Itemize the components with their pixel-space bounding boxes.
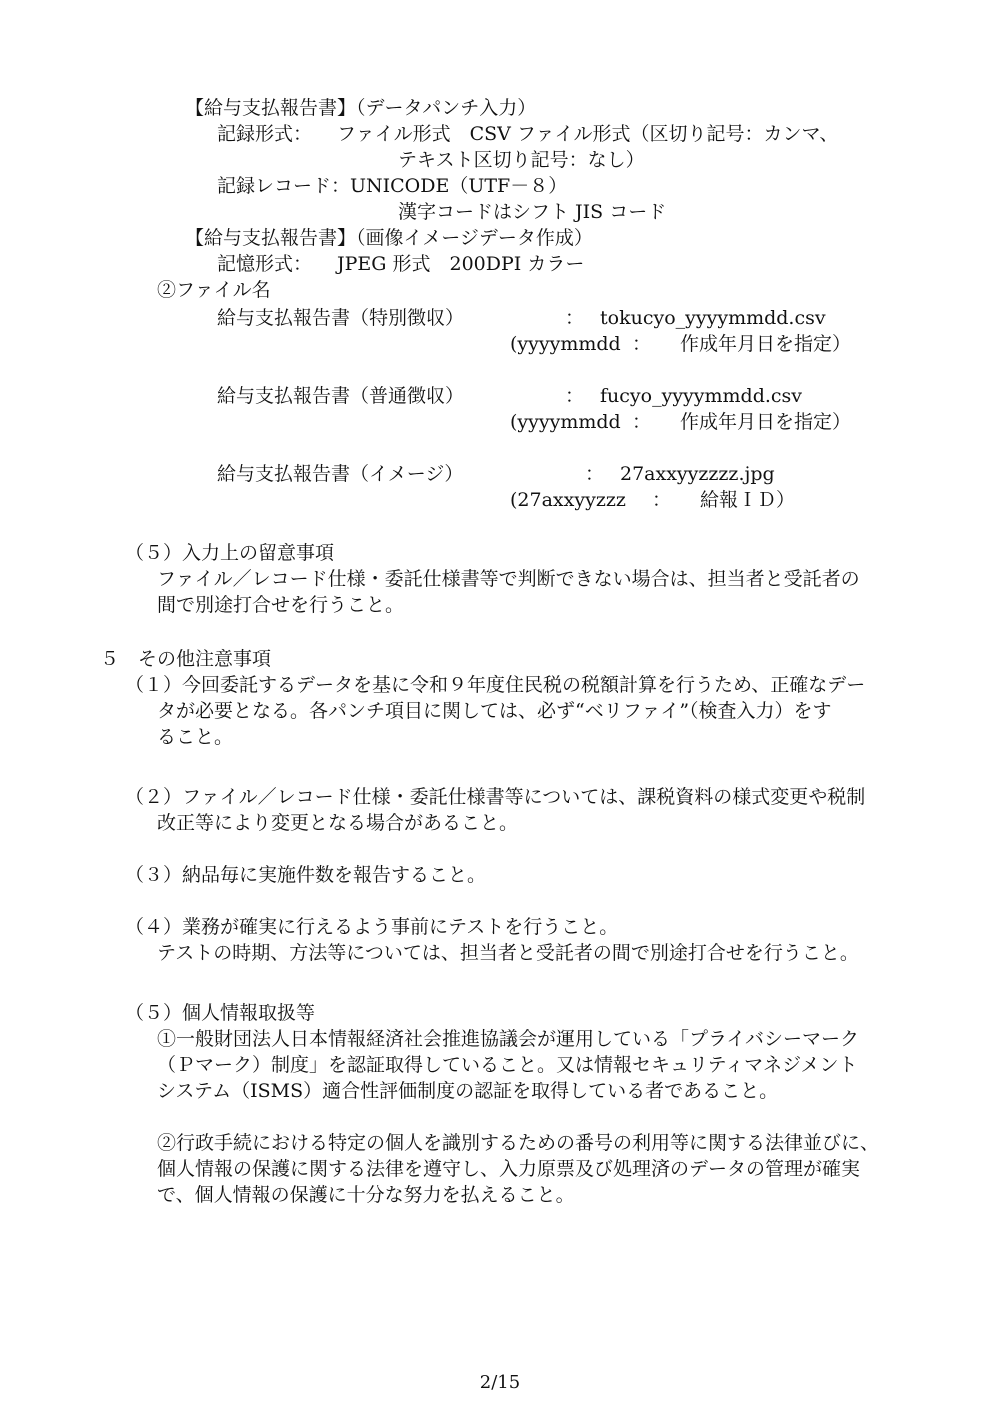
input-notes-line: ファイル／レコード仕様・委託仕様書等で判断できない場合は、担当者と受託者の [157, 568, 860, 590]
image-format-value: JPEG 形式 200DPI カラー [337, 253, 585, 275]
record-format-label: 記録形式： [217, 123, 313, 145]
file-name-note-key: (27axxyyzzz [510, 489, 626, 511]
file-name-note-value: 作成年月日を指定） [680, 411, 852, 433]
item5-heading: （５）個人情報取扱等 [125, 1002, 316, 1024]
image-heading: 【給与支払報告書】（画像イメージデータ作成） [185, 227, 593, 249]
file-name-sep: ： [565, 307, 585, 329]
item1-line: タが必要となる。各パンチ項目に関しては、必ず“ベリファイ”（検査入力）をす [157, 700, 832, 722]
file-name-value: fucyo_yyyymmdd.csv [600, 385, 803, 407]
record-format-value: ファイル形式 CSV ファイル形式（区切り記号：カンマ、 [337, 123, 839, 145]
item5b-line: 個人情報の保護に関する法律を遵守し、入力原票及び処理済のデータの管理が確実 [157, 1158, 861, 1180]
item2-line: 改正等により変更となる場合があること。 [157, 812, 519, 834]
section5-heading: ５ その他注意事項 [100, 648, 272, 670]
file-name-sep: ： [565, 385, 585, 407]
record-format-value-2: テキスト区切り記号：なし） [398, 149, 645, 171]
item5b-line: ②行政手続における特定の個人を識別するための番号の利用等に関する法律並びに、 [157, 1132, 880, 1154]
input-notes-line: 間で別途打合せを行うこと。 [157, 594, 405, 616]
item4-line: （４）業務が確実に行えるよう事前にテストを行うこと。 [125, 916, 619, 938]
file-name-note-key: (yyyymmdd [510, 411, 621, 433]
file-names-heading: ②ファイル名 [157, 279, 271, 301]
item1-line: （１）今回委託するデータを基に令和９年度住民税の税額計算を行うため、正確なデー [125, 674, 866, 696]
record-record-label: 記録レコード：UNICODE（UTF－８） [217, 175, 568, 197]
file-name-label: 給与支払報告書（特別徴収） [217, 307, 465, 329]
file-name-note-value: 作成年月日を指定） [680, 333, 852, 355]
file-name-value: 27axxyyzzzz.jpg [620, 463, 775, 485]
file-name-sep: ： [585, 463, 605, 485]
item5a-line: ①一般財団法人日本情報経済社会推進協議会が運用している「プライバシーマーク [157, 1028, 860, 1050]
file-name-note-sep: ： [652, 489, 672, 511]
item4-line: テストの時期、方法等については、担当者と受託者の間で別途打合せを行うこと。 [157, 942, 859, 964]
file-name-note-key: (yyyymmdd [510, 333, 621, 355]
item1-line: ること。 [157, 726, 234, 748]
kanji-code: 漢字コードはシフト JIS コード [398, 201, 667, 223]
item3-line: （３）納品毎に実施件数を報告すること。 [125, 864, 487, 886]
item5b-line: で、個人情報の保護に十分な努力を払えること。 [157, 1184, 575, 1206]
file-name-note-sep: ： [632, 411, 652, 433]
image-format-label: 記憶形式： [217, 253, 313, 275]
item5a-line: システム（ISMS）適合性評価制度の認証を取得している者であること。 [157, 1080, 779, 1102]
item2-line: （２）ファイル／レコード仕様・委託仕様書等については、課税資料の様式変更や税制 [125, 786, 866, 808]
input-notes-heading: （５）入力上の留意事項 [125, 542, 335, 564]
punch-heading: 【給与支払報告書】（データパンチ入力） [185, 97, 537, 119]
file-name-note-value: 給報ＩＤ） [700, 489, 796, 511]
file-name-value: tokucyo_yyyymmdd.csv [600, 307, 826, 329]
page-number: 2/15 [479, 1372, 521, 1393]
file-name-note-sep: ： [632, 333, 652, 355]
file-name-label: 給与支払報告書（普通徴収） [217, 385, 465, 407]
item5a-line: （Ｐマーク）制度」を認証取得していること。又は情報セキュリティマネジメント [157, 1054, 858, 1076]
file-name-label: 給与支払報告書（イメージ） [217, 463, 464, 485]
